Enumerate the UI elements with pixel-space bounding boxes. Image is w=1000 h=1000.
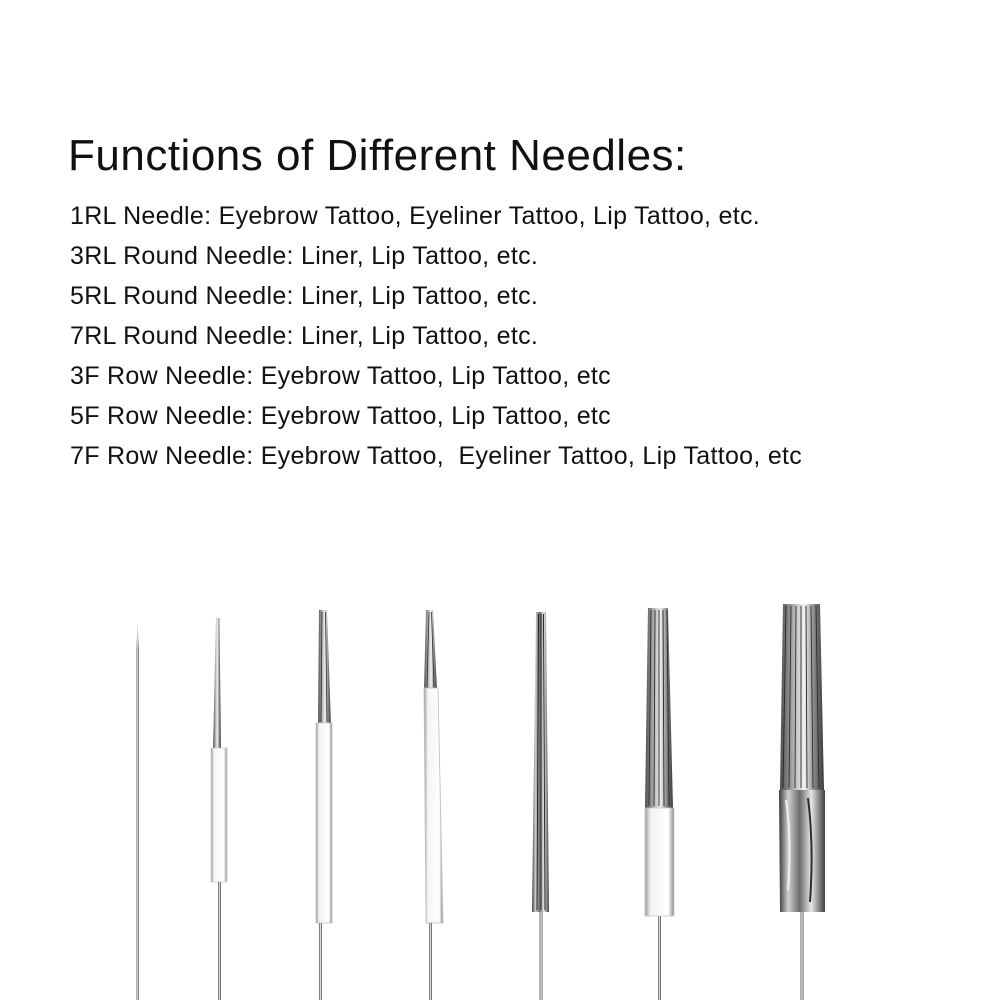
needle-5f <box>645 608 674 1000</box>
list-item-1rl: 1RL Needle: Eyebrow Tattoo, Eyeliner Tattoo, Lip Tattoo, etc. <box>70 202 761 230</box>
list-item-7rl: 7RL Round Needle: Liner, Lip Tattoo, etc. <box>70 322 539 350</box>
needle-5rl <box>316 610 332 1000</box>
page-title: Functions of Different Needles: <box>68 131 687 180</box>
needle-functions-list <box>70 196 802 476</box>
list-item-5f: 5F Row Needle: Eyebrow Tattoo, Lip Tattoo, etc <box>70 402 611 430</box>
list-item-5rl: 5RL Round Needle: Liner, Lip Tattoo, etc. <box>70 282 539 310</box>
needle-1rl <box>137 622 140 1000</box>
list-item-7f: 7F Row Needle: Eyebrow Tattoo, Eyeliner Tattoo, Lip Tattoo, etc <box>70 442 803 470</box>
needle-3rl <box>211 618 227 1000</box>
needle-7f <box>779 604 825 1000</box>
needle-7rl <box>424 610 443 1000</box>
needle-3f <box>532 612 549 1000</box>
list-item-3rl: 3RL Round Needle: Liner, Lip Tattoo, etc. <box>70 242 539 270</box>
needles-image <box>0 590 1000 1000</box>
list-item-3f: 3F Row Needle: Eyebrow Tattoo, Lip Tattoo, etc <box>70 362 611 390</box>
